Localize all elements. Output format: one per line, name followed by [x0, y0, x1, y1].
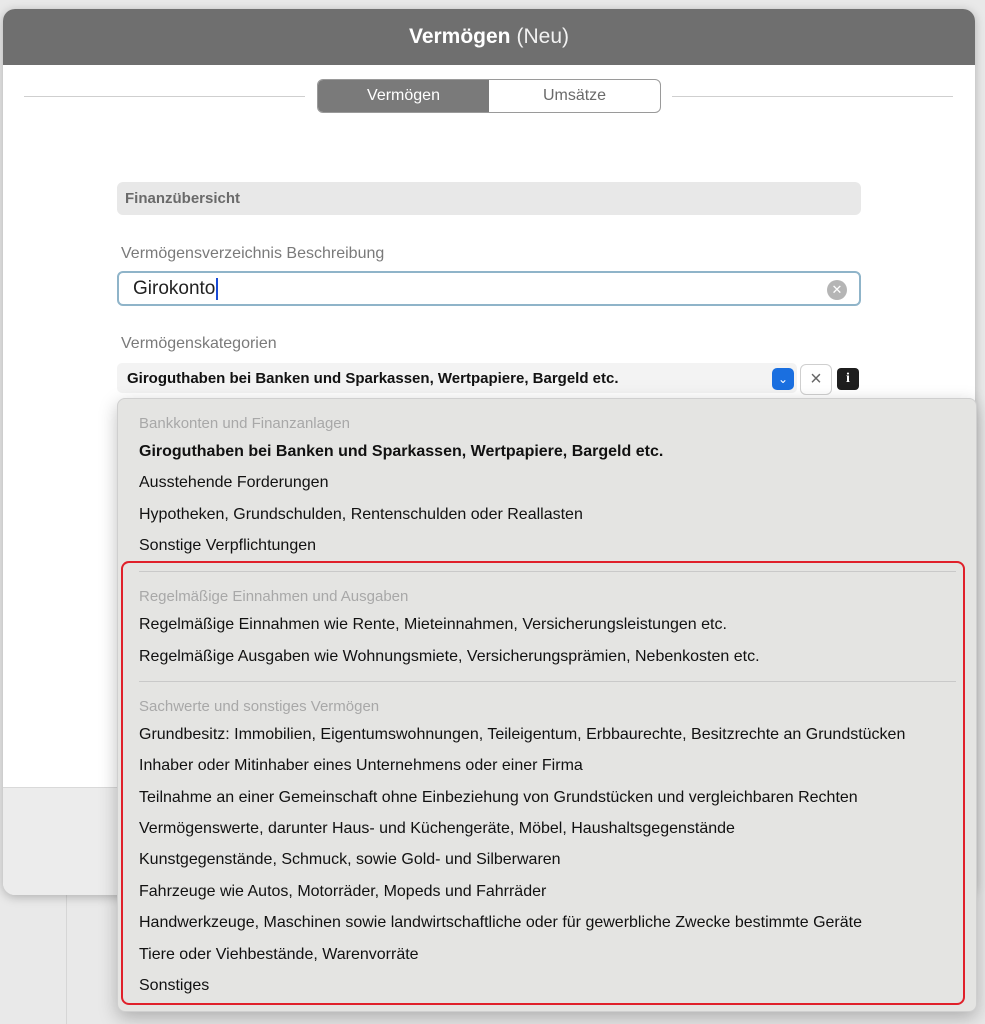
tab-umsaetze[interactable]: Umsätze: [542, 87, 607, 104]
menu-item-ausgaben[interactable]: Regelmäßige Ausgaben wie Wohnungsmiete, Versicherungsprämien, Nebenkosten etc.: [139, 648, 760, 665]
menu-item-grundbesitz[interactable]: Grundbesitz: Immobilien, Eigentumswohnungen, Teileigentum, Erbbaurechte, Besitzrechte an Grundstücken: [139, 726, 906, 743]
info-icon[interactable]: i: [837, 368, 859, 390]
menu-separator: [139, 571, 956, 572]
window-title-suffix: (Neu): [516, 25, 570, 48]
menu-item-hypotheken[interactable]: Hypotheken, Grundschulden, Rentenschulden oder Reallasten: [139, 506, 583, 523]
menu-item-forderungen[interactable]: Ausstehende Forderungen: [139, 474, 329, 491]
menu-item-handwerkzeuge[interactable]: Handwerkzeuge, Maschinen sowie landwirtschaftliche oder für gewerbliche Zwecke bestimmte Geräte: [139, 914, 862, 931]
window-title: Vermögen: [408, 25, 511, 48]
text-caret: [216, 278, 218, 300]
menu-item-fahrzeuge[interactable]: Fahrzeuge wie Autos, Motorräder, Mopeds und Fahrräder: [139, 883, 547, 900]
section-header: Finanzübersicht: [117, 182, 861, 215]
menu-item-einnahmen[interactable]: Regelmäßige Einnahmen wie Rente, Mieteinnahmen, Versicherungsleistungen etc.: [139, 616, 727, 633]
group-title-bank: Bankkonten und Finanzanlagen: [139, 415, 350, 432]
category-label: Vermögenskategorien: [121, 335, 277, 352]
menu-item-giroguthaben[interactable]: Giroguthaben bei Banken und Sparkassen, Wertpapiere, Bargeld etc.: [139, 443, 664, 460]
category-select[interactable]: Giroguthaben bei Banken und Sparkassen, Wertpapiere, Bargeld etc.: [117, 363, 797, 393]
clear-input-icon[interactable]: ✕: [827, 280, 847, 300]
tab-divider-right: [672, 96, 953, 97]
menu-separator: [139, 681, 956, 682]
tab-vermoegen[interactable]: Vermögen: [318, 80, 489, 112]
tab-divider-left: [24, 96, 305, 97]
menu-item-tiere[interactable]: Tiere oder Viehbestände, Warenvorräte: [139, 946, 419, 963]
chevron-down-icon[interactable]: ⌄: [772, 368, 794, 390]
window-titlebar: [3, 9, 975, 65]
menu-item-gemeinschaft[interactable]: Teilnahme an einer Gemeinschaft ohne Einbeziehung von Grundstücken und vergleichbaren Rechten: [139, 789, 858, 806]
description-label: Vermögensverzeichnis Beschreibung: [121, 245, 385, 262]
menu-item-vermoegenswerte[interactable]: Vermögenswerte, darunter Haus- und Küchengeräte, Möbel, Haushaltsgegenstände: [139, 820, 735, 837]
description-input[interactable]: [117, 271, 861, 306]
menu-item-verpflichtungen[interactable]: Sonstige Verpflichtungen: [139, 537, 317, 554]
menu-item-unternehmen[interactable]: Inhaber oder Mitinhaber eines Unternehmens oder einer Firma: [139, 757, 583, 774]
group-title-sachwerte: Sachwerte und sonstiges Vermögen: [139, 698, 380, 715]
menu-item-sonstiges[interactable]: Sonstiges: [139, 977, 210, 994]
group-title-regelmaessig: Regelmäßige Einnahmen und Ausgaben: [139, 588, 409, 605]
menu-item-kunstgegenstaende[interactable]: Kunstgegenstände, Schmuck, sowie Gold- und Silberwaren: [139, 851, 561, 868]
category-dropdown-menu: [117, 398, 977, 1012]
description-value: Girokonto: [133, 277, 216, 299]
tab-switcher: [317, 79, 661, 113]
clear-category-button[interactable]: ×: [800, 364, 832, 395]
backdrop-divider: [66, 880, 67, 1024]
